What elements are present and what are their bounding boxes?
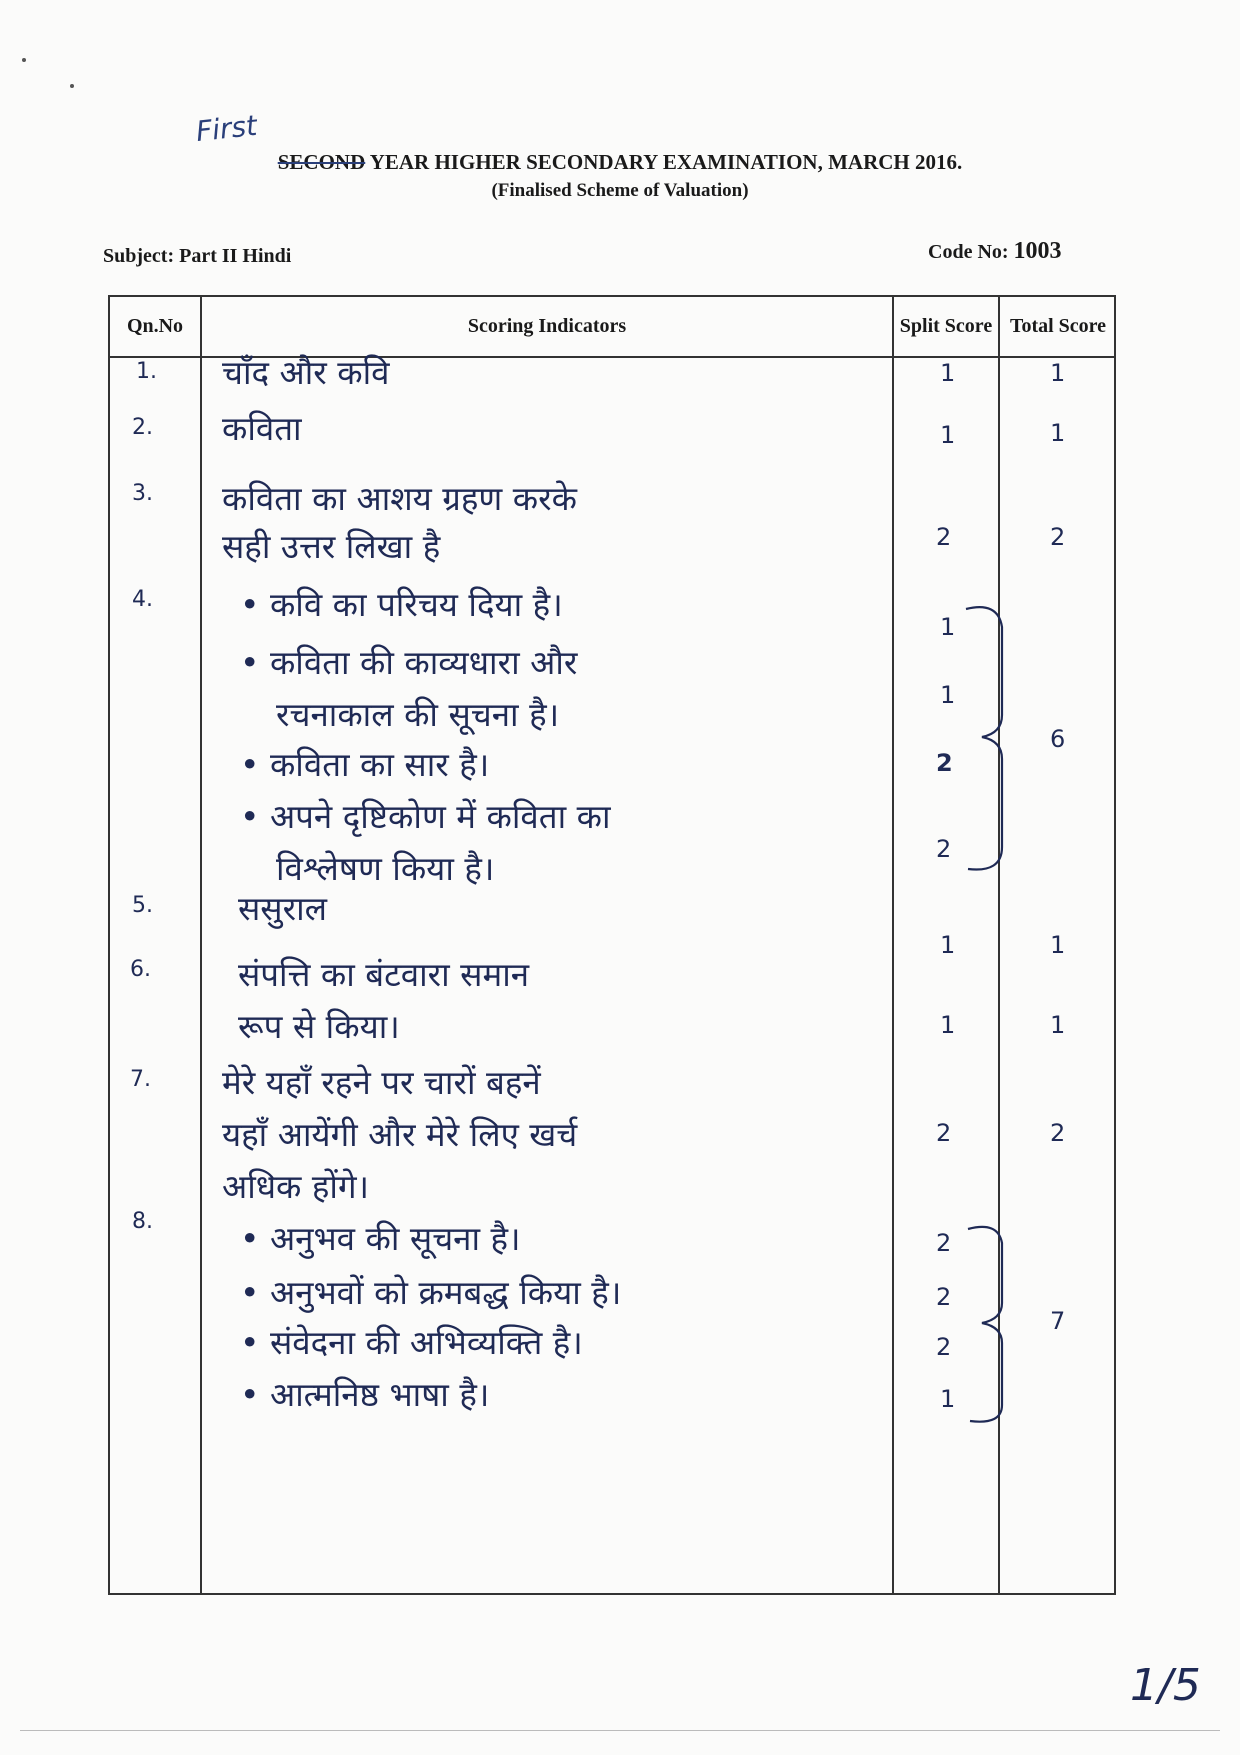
answer-line: • अपने दृष्टिकोण में कविता का [240, 797, 611, 836]
answer-line: विश्लेषण किया है। [276, 849, 495, 888]
split-score: 2 [936, 1229, 952, 1257]
qno-8: 8. [132, 1209, 153, 1234]
total-score: 7 [1050, 1307, 1066, 1335]
total-score: 1 [1050, 1011, 1066, 1039]
handwritten-correction: First [194, 108, 259, 149]
code-label [928, 238, 1062, 265]
qno-1: 1. [136, 359, 157, 384]
answer-line: • कविता की काव्यधारा और [240, 643, 578, 682]
split-score: 1 [940, 1385, 956, 1413]
exam-subtitle: (Finalised Scheme of Valuation) [491, 180, 749, 201]
answer-line: • अनुभव की सूचना है। [240, 1219, 521, 1258]
qno-7: 7. [130, 1067, 151, 1092]
answer-line: मेरे यहाँ रहने पर चारों बहनें [222, 1063, 541, 1102]
answer-line: यहाँ आयेंगी और मेरे लिए खर्च [222, 1115, 578, 1154]
split-score: 1 [940, 931, 956, 959]
answer-line: संपत्ति का बंटवारा समान [238, 955, 530, 994]
split-score: 1 [940, 1011, 956, 1039]
qno-3: 3. [132, 481, 153, 506]
total-score: 2 [1050, 523, 1066, 551]
title-rest: YEAR HIGHER SECONDARY EXAMINATION, MARCH 2016. [365, 150, 963, 174]
answer-line: • आत्मनिष्ठ भाषा है। [240, 1375, 490, 1414]
subject-label: Subject: Part II Hindi [103, 245, 292, 267]
struck-word: SECOND [277, 150, 366, 174]
split-score: 1 [940, 421, 956, 449]
curly-brace [958, 597, 1018, 877]
page-mark: 1/5 [1130, 1660, 1201, 1711]
header-scoring-indicators: Scoring Indicators [467, 315, 627, 337]
answer-line: रूप से किया। [238, 1007, 400, 1046]
scan-speck [70, 84, 74, 88]
answer-line: अधिक होंगे। [222, 1167, 370, 1206]
total-score: 6 [1050, 725, 1066, 753]
split-score: 2 [936, 1333, 952, 1361]
total-score: 2 [1050, 1119, 1066, 1147]
answer-line: चाँद और कवि [222, 353, 390, 392]
split-score: 1 [940, 359, 956, 387]
total-score: 1 [1050, 359, 1066, 387]
answer-line: • संवेदना की अभिव्यक्ति है। [240, 1323, 583, 1362]
scan-edge [20, 1730, 1220, 1731]
split-score: 1 [940, 681, 956, 709]
qno-4: 4. [132, 587, 153, 612]
curly-brace [962, 1219, 1022, 1429]
answer-line: • अनुभवों को क्रमबद्ध किया है। [240, 1273, 622, 1312]
exam-title [0, 150, 1240, 175]
answer-line: • कविता का सार है। [240, 745, 490, 784]
answer-line: कविता [222, 409, 302, 448]
total-score: 1 [1050, 419, 1066, 447]
answer-line: सही उत्तर लिखा है [222, 527, 441, 566]
split-score: 2 [936, 749, 953, 777]
header-qno: Qn.No [126, 315, 184, 337]
header-total-score: Total Score [1009, 315, 1107, 337]
qno-6: 6. [130, 957, 151, 982]
qno-2: 2. [132, 415, 153, 440]
answer-line: ससुराल [238, 889, 328, 928]
split-score: 1 [940, 613, 956, 641]
answer-line: • कवि का परिचय दिया है। [240, 585, 563, 624]
header-split-score: Split Score [899, 315, 993, 337]
scoring-table [108, 295, 1116, 1595]
split-score: 2 [936, 1283, 952, 1311]
code-number: 1003 [1013, 238, 1062, 264]
answer-line: रचनाकाल की सूचना है। [276, 695, 560, 734]
answer-line: कविता का आशय ग्रहण करके [222, 479, 577, 518]
code-prefix: Code No: [928, 241, 1014, 263]
scan-speck [22, 58, 26, 62]
qno-5: 5. [132, 893, 153, 918]
total-score: 1 [1050, 931, 1066, 959]
split-score: 2 [936, 1119, 952, 1147]
split-score: 2 [936, 523, 952, 551]
split-score: 2 [936, 835, 952, 863]
